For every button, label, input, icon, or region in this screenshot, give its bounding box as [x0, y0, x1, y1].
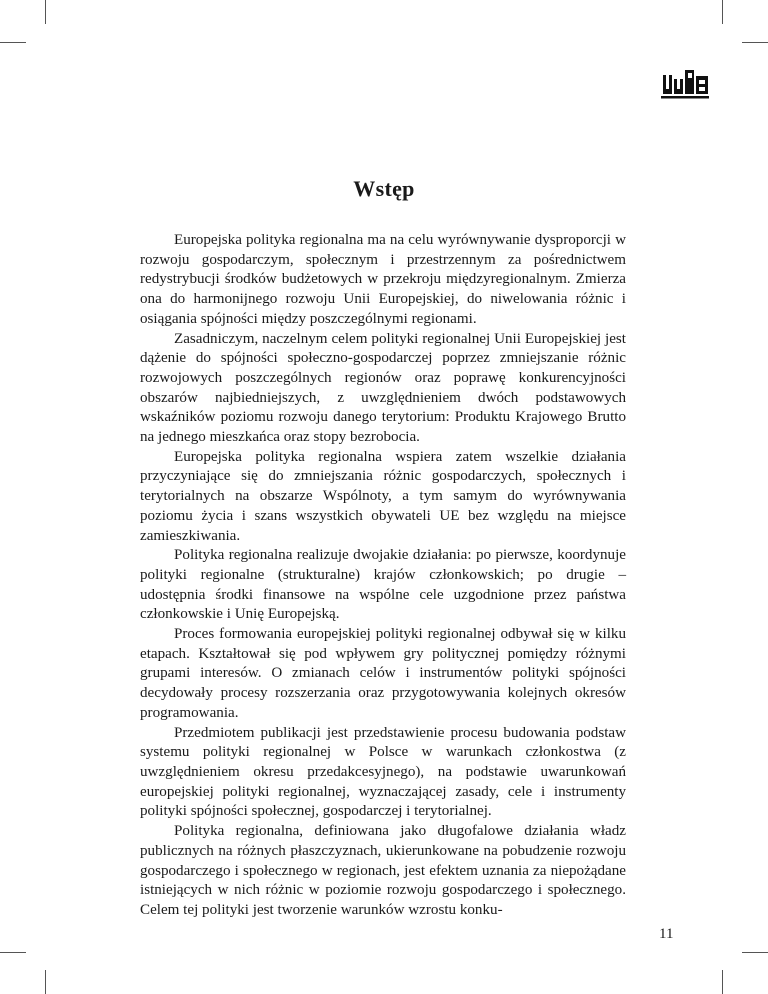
crop-mark-bottom-left: [45, 970, 46, 994]
body-text: [140, 231, 626, 921]
paragraph: Polityka regionalna, definiowana jako długofalowe działania władz publicznych na różnych płaszczyznach, ukierunkowane na pobudzenie rozwoju gospodarczego i społecznego w regionach, jest efektem uznania za niepożądane istniejących w nich różnic w poziomie rozwoju gospodarczego i społecznego. Celem tej polityki jest tworzenie warunków wzrostu konku-: [140, 823, 626, 918]
paragraph: Europejska polityka regionalna ma na celu wyrównywanie dysproporcji w rozwoju gospodarczym, społecznym i przestrzennym za pośrednictwem redystrybucji środków budżetowych w przekroju międzyregionalnym. Zmierza ona do harmonijnego rozwoju Unii Europejskiej, do niwelowania różnic i osiągania spójności między poszczególnymi regionami.: [140, 232, 626, 327]
crop-mark-top-left-h: [0, 42, 26, 43]
crop-mark-bottom-left-h: [0, 952, 26, 953]
crop-mark-bottom-right-h: [742, 952, 768, 953]
paragraph: Polityka regionalna realizuje dwojakie działania: po pierwsze, koordynuje polityki regionalne (strukturalne) krajów członkowskich; po drugie – udostępnia środki finansowe na wspólne cele uzgodnione przez państwa członkowskie i Unię Europejską.: [140, 547, 626, 623]
paragraph: Europejska polityka regionalna wspiera zatem wszelkie działania przyczyniające się do zmniejszania różnic gospodarczych, społecznych i terytorialnych na obszarze Wspólnoty, a tym samym do wyrównywania poziomu życia i szans wszystkich obywateli UE bez względu na miejsce zamieszkiwania.: [140, 448, 626, 544]
paragraph: Proces formowania europejskiej polityki regionalnej odbywał się w kilku etapach. Kształtował się pod wpływem gry politycznej pomiędzy różnymi grupami interesów. O zmianach celów i instrumentów polityki spójności decydowały procesy rozszerzania oraz przygotowywania kolejnych okresów programowania.: [140, 626, 626, 721]
paragraph: Przedmiotem publikacji jest przedstawienie procesu budowania podstaw systemu polityki regionalnej w Polsce w warunkach członkostwa (z uwzględnieniem okresu przedakcesyjnego), na podstawie uwarunkowań europejskiej polityki regionalnej, wyznaczającej zasady, cele i instrumenty polityki spójności społecznej, gospodarczej i terytorialnej.: [140, 724, 626, 820]
crop-mark-top-right-h: [742, 42, 768, 43]
crop-mark-top-right: [722, 0, 723, 24]
page-number: 11: [659, 926, 674, 942]
paragraph: Zasadniczym, naczelnym celem polityki regionalnej Unii Europejskiej jest dążenie do spójności społeczno-gospodarczej poprzez zmniejszanie różnic rozwojowych poszczególnych regionów oraz poprawę konkurencyjności obszarów najbiedniejszych, z uwzględnieniem dwóch podstawowych wskaźników poziomu rozwoju danego terytorium: Produktu Krajowego Brutto na jednego mieszkańca oraz stopy bezrobocia.: [140, 330, 626, 446]
publisher-logo-icon: [661, 66, 711, 100]
crop-mark-bottom-right: [722, 970, 723, 994]
crop-mark-top-left: [45, 0, 46, 24]
chapter-title: Wstęp: [353, 176, 415, 201]
